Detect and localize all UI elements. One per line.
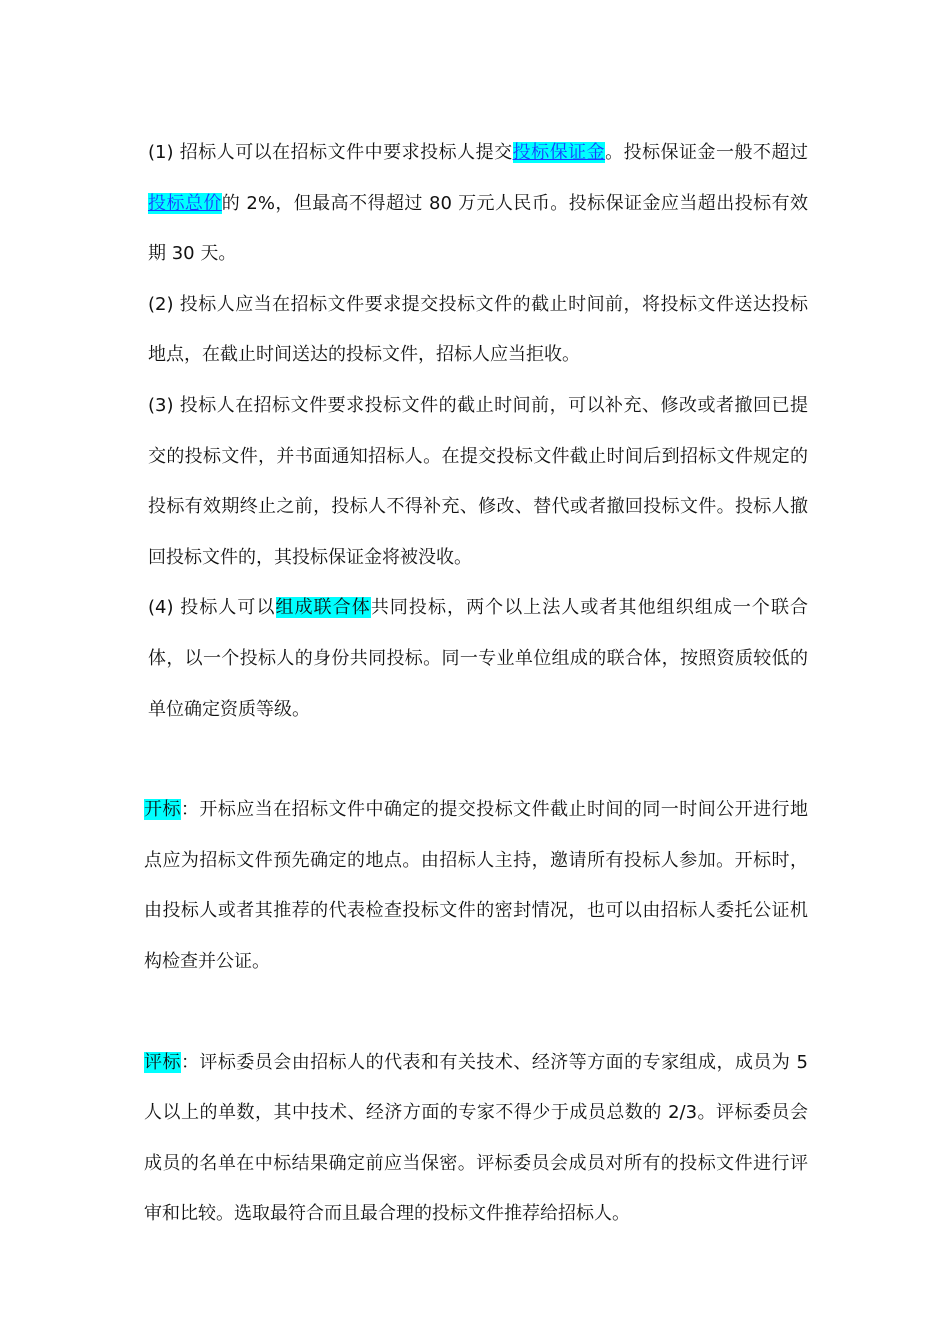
text-segment: ：评标委员会由招标人的代表和有关技术、经济等方面的专家组成，成员为 5 人以上的单数，其中技术、经济方面的专家不得少于成员总数的 2/3。评标委员会成员的名单在中标结果确定前应当保密。评标委员会成员对所有的投标文件进行评审和比较。选取最符合而且最合理的投标文件推荐给招标人。 bbox=[144, 1051, 809, 1225]
text-segment: (4) 投标人可以 bbox=[148, 597, 276, 619]
paragraph-submission-deadline bbox=[144, 280, 808, 381]
text-segment: (2) 投标人应当在招标文件要求提交投标文件的截止时间前，将投标文件送达投标地点，在截止时间送达的投标文件，招标人应当拒收。 bbox=[148, 293, 808, 366]
highlight-consortium: 组成联合体 bbox=[275, 597, 371, 619]
paragraph-gap bbox=[144, 988, 808, 1038]
text-segment: 共同投标，两个以上法人或者其他组织组成一个联合体，以一个投标人的身份共同投标。同一专业单位组成的联合体，按照资质较低的单位确定资质等级。 bbox=[148, 597, 809, 720]
paragraph-bid-opening bbox=[144, 785, 808, 987]
text-segment: (3) 投标人在招标文件要求投标文件的截止时间前，可以补充、修改或者撤回已提交的投标文件，并书面通知招标人。在提交投标文件截止时间后到招标文件规定的投标有效期终止之前，投标人不得补充、修改、替代或者撤回投标文件。投标人撤回投标文件的，其投标保证金将被没收。 bbox=[148, 394, 808, 568]
document-body bbox=[144, 128, 808, 1240]
paragraph-gap bbox=[144, 735, 808, 785]
paragraph-bid-bond bbox=[144, 128, 808, 280]
highlight-bid-bond: 投标保证金 bbox=[512, 142, 606, 163]
text-segment: 。投标保证金一般不超过 bbox=[605, 142, 809, 163]
text-segment: 的 2%，但最高不得超过 80 万元人民币。投标保证金应当超出投标有效期 30 天。 bbox=[148, 192, 809, 265]
text-segment: ：开标应当在招标文件中确定的提交投标文件截止时间的同一时间公开进行地点应为招标文件预先确定的地点。由招标人主持，邀请所有投标人参加。开标时，由投标人或者其推荐的代表检查投标文件的密封情况，也可以由招标人委托公证机构检查并公证。 bbox=[144, 799, 809, 972]
highlight-bid-evaluation: 评标 bbox=[144, 1051, 181, 1073]
highlight-total-bid-price: 投标总价 bbox=[148, 192, 222, 214]
highlight-bid-opening: 开标 bbox=[144, 799, 181, 821]
text-segment: (1) 招标人可以在招标文件中要求投标人提交 bbox=[148, 142, 513, 163]
paragraph-consortium bbox=[144, 583, 808, 735]
paragraph-bid-evaluation bbox=[144, 1038, 808, 1240]
paragraph-amend-withdraw bbox=[144, 381, 808, 583]
